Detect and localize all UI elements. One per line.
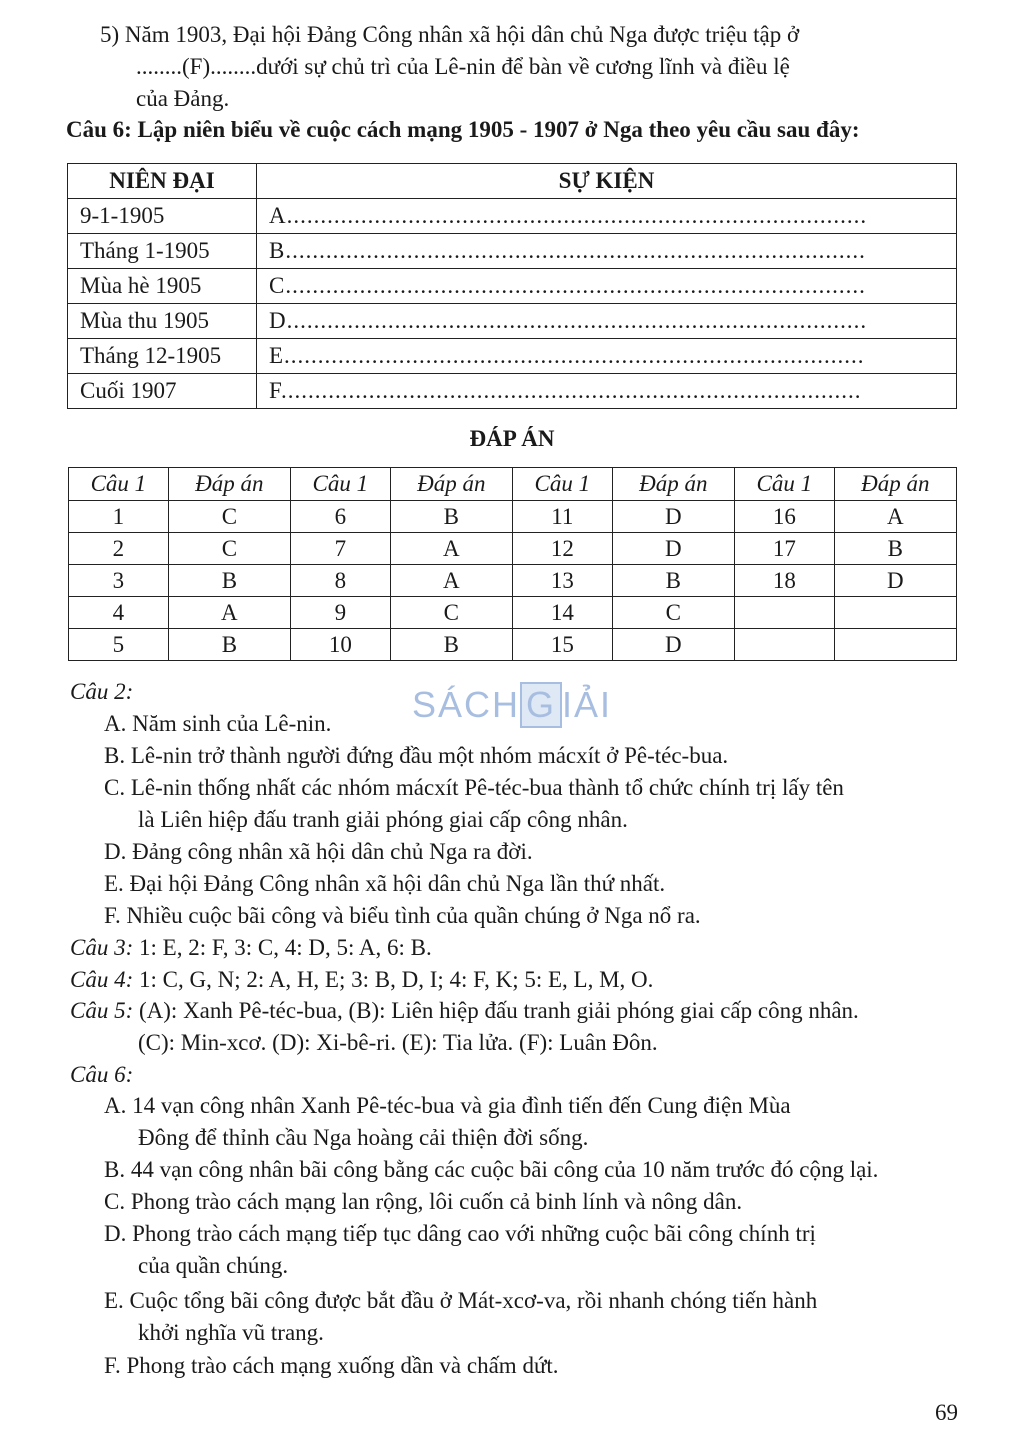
q4-label: Câu 4:	[70, 967, 134, 992]
answer-letter	[834, 629, 956, 661]
table-row	[69, 629, 957, 661]
table-row	[69, 597, 957, 629]
q3-answer	[70, 933, 432, 963]
q2-item-f: F. Nhiều cuộc bãi công và biểu tình của quần chúng ở Nga nổ ra.	[104, 903, 701, 928]
answer-letter: C	[168, 533, 290, 565]
question-number: 18	[734, 565, 834, 597]
question-number: 8	[290, 565, 390, 597]
timeline-event: A......................................................................................	[257, 199, 957, 234]
page-number: 69	[935, 1400, 958, 1425]
timeline-date: 9-1-1905	[68, 199, 257, 234]
timeline-event: C......................................................................................	[257, 269, 957, 304]
answer-letter: B	[834, 533, 956, 565]
answer-table	[68, 467, 957, 661]
answer-header-row	[69, 468, 957, 501]
watermark-text-right: IẢI	[562, 684, 613, 725]
header-date: NIÊN ĐẠI	[68, 164, 257, 199]
timeline-event: E......................................................................................	[257, 339, 957, 374]
question-number	[734, 629, 834, 661]
header-question: Câu 1	[290, 468, 390, 501]
q5-text-1: (A): Xanh Pê-téc-bua, (B): Liên hiệp đấu tranh giải phóng giai cấp công nhân.	[133, 998, 859, 1023]
timeline-table	[67, 163, 957, 409]
timeline-date: Tháng 12-1905	[68, 339, 257, 374]
q2-item-e: E. Đại hội Đảng Công nhân xã hội dân chủ Nga lần thứ nhất.	[104, 871, 666, 896]
timeline-header-row	[68, 164, 957, 199]
q6-item-a: A. 14 vạn công nhân Xanh Pê-téc-bua và gia đình tiến đến Cung điện Mùa	[104, 1093, 791, 1118]
q6-item-c: C. Phong trào cách mạng lan rộng, lôi cuốn cả binh lính và nông dân.	[104, 1189, 743, 1214]
answer-letter: C	[168, 501, 290, 533]
question-number: 14	[512, 597, 612, 629]
header-question: Câu 1	[734, 468, 834, 501]
answer-letter: A	[834, 501, 956, 533]
q6-label: Câu 6:	[70, 1062, 134, 1087]
question-number: 10	[290, 629, 390, 661]
question-number: 12	[512, 533, 612, 565]
q2-item-d: D. Đảng công nhân xã hội dân chủ Nga ra đời.	[104, 839, 533, 864]
table-row	[68, 199, 957, 234]
q4-answer	[70, 965, 653, 995]
watermark-g-box: G	[520, 682, 562, 728]
timeline-event: F......................................................................................	[257, 374, 957, 409]
q3-text: 1: E, 2: F, 3: C, 4: D, 5: A, 6: B.	[133, 935, 432, 960]
q5-answer	[70, 996, 859, 1026]
q2-item-b: B. Lê-nin trở thành người đứng đầu một nhóm mácxít ở Pê-téc-bua.	[104, 743, 729, 768]
table-row	[69, 501, 957, 533]
intro-line-1: 5) Năm 1903, Đại hội Đảng Công nhân xã hội dân chủ Nga được triệu tập ở	[100, 22, 800, 47]
timeline-date: Tháng 1-1905	[68, 234, 257, 269]
q6-item-e-cont: khởi nghĩa vũ trang.	[138, 1320, 324, 1345]
answer-letter: A	[168, 597, 290, 629]
answer-letter: D	[612, 533, 734, 565]
q5-text-2: (C): Min-xcơ. (D): Xi-bê-ri. (E): Tia lửa. (F): Luân Đôn.	[138, 1030, 658, 1055]
table-row	[68, 304, 957, 339]
answer-letter: D	[612, 501, 734, 533]
question-6-title: Câu 6: Lập niên biểu về cuộc cách mạng 1905 - 1907 ở Nga theo yêu cầu sau đây:	[66, 117, 860, 142]
answer-letter: B	[168, 629, 290, 661]
q2-item-c: C. Lê-nin thống nhất các nhóm mácxít Pê-téc-bua thành tổ chức chính trị lấy tên	[104, 775, 844, 800]
q6-item-d: D. Phong trào cách mạng tiếp tục dâng cao với những cuộc bãi công chính trị	[104, 1221, 816, 1246]
answer-letter: B	[390, 629, 512, 661]
question-number: 16	[734, 501, 834, 533]
table-row	[68, 374, 957, 409]
q6-item-f: F. Phong trào cách mạng xuống dần và chấm dứt.	[104, 1353, 559, 1378]
question-number: 4	[69, 597, 169, 629]
question-number: 3	[69, 565, 169, 597]
question-number: 15	[512, 629, 612, 661]
question-number: 9	[290, 597, 390, 629]
header-answer: Đáp án	[834, 468, 956, 501]
q2-label: Câu 2:	[70, 679, 134, 704]
intro-line-2: ........(F)........dưới sự chủ trì của Lê-nin để bàn về cương lĩnh và điều lệ	[136, 54, 790, 79]
header-question: Câu 1	[69, 468, 169, 501]
answer-letter: B	[168, 565, 290, 597]
answer-letter: C	[612, 597, 734, 629]
header-answer: Đáp án	[612, 468, 734, 501]
answer-letter: B	[390, 501, 512, 533]
table-row	[68, 269, 957, 304]
timeline-date: Mùa thu 1905	[68, 304, 257, 339]
question-number: 7	[290, 533, 390, 565]
header-question: Câu 1	[512, 468, 612, 501]
question-number: 11	[512, 501, 612, 533]
q6-item-b: B. 44 vạn công nhân bãi công bằng các cuộc bãi công của 10 năm trước đó cộng lại.	[104, 1157, 879, 1182]
q6-item-e: E. Cuộc tổng bãi công được bắt đầu ở Mát-xcơ-va, rồi nhanh chóng tiến hành	[104, 1288, 818, 1313]
header-event: SỰ KIỆN	[257, 164, 957, 199]
table-row	[68, 234, 957, 269]
answer-letter: B	[612, 565, 734, 597]
watermark-logo	[412, 682, 612, 728]
q3-label: Câu 3:	[70, 935, 134, 960]
question-number: 13	[512, 565, 612, 597]
question-number: 17	[734, 533, 834, 565]
answer-letter: D	[834, 565, 956, 597]
q2-item-a: A. Năm sinh của Lê-nin.	[104, 711, 332, 736]
timeline-event: B......................................................................................	[257, 234, 957, 269]
answer-letter: A	[390, 533, 512, 565]
header-answer: Đáp án	[390, 468, 512, 501]
question-number: 5	[69, 629, 169, 661]
q5-label: Câu 5:	[70, 998, 134, 1023]
intro-line-3: của Đảng.	[136, 86, 230, 111]
q4-text: 1: C, G, N; 2: A, H, E; 3: B, D, I; 4: F, K; 5: E, L, M, O.	[133, 967, 654, 992]
answer-title: ĐÁP ÁN	[469, 426, 555, 451]
question-number: 1	[69, 501, 169, 533]
timeline-date: Mùa hè 1905	[68, 269, 257, 304]
answer-letter: A	[390, 565, 512, 597]
watermark-text-left: SÁCH	[412, 684, 521, 725]
q2-item-c-cont: là Liên hiệp đấu tranh giải phóng giai cấp công nhân.	[138, 807, 628, 832]
answer-letter	[834, 597, 956, 629]
question-number: 2	[69, 533, 169, 565]
header-answer: Đáp án	[168, 468, 290, 501]
timeline-event: D......................................................................................	[257, 304, 957, 339]
answer-letter: C	[390, 597, 512, 629]
timeline-date: Cuối 1907	[68, 374, 257, 409]
table-row	[69, 565, 957, 597]
question-number: 6	[290, 501, 390, 533]
table-row	[69, 533, 957, 565]
question-number	[734, 597, 834, 629]
answer-letter: D	[612, 629, 734, 661]
q6-item-d-cont: của quần chúng.	[138, 1253, 289, 1278]
table-row	[68, 339, 957, 374]
q6-item-a-cont: Đông để thỉnh cầu Nga hoàng cải thiện đời sống.	[138, 1125, 589, 1150]
